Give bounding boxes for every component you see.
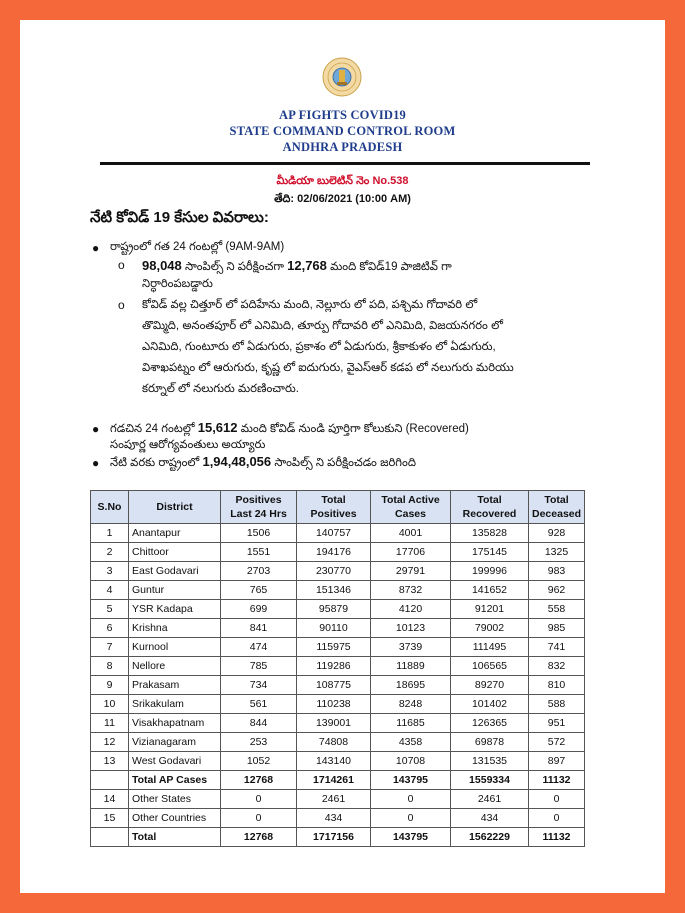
deaths-line-2: తొమ్మిది, అనంతపూర్ లో ఎనిమిది, తూర్పు గోదావరి లో ఎనిమిది, విజయనగరం లో: [142, 320, 503, 332]
cell-district: Vizianagaram: [129, 733, 221, 752]
cell-positives-24h: 844: [221, 714, 297, 733]
cell-sno: 12: [91, 733, 129, 752]
cell-total-positives: 151346: [297, 581, 371, 600]
cell-positives-24h: 0: [221, 809, 297, 828]
cell-deceased: 572: [529, 733, 585, 752]
cell-positives-24h: 785: [221, 657, 297, 676]
cell-total-positives: 119286: [297, 657, 371, 676]
recovered-count: 15,612: [197, 420, 238, 435]
sub-bullet-ring-icon: o: [118, 298, 125, 312]
cell-district: Krishna: [129, 619, 221, 638]
cell-recovered: 131535: [451, 752, 529, 771]
table-row: [91, 619, 585, 638]
cell-recovered: 106565: [451, 657, 529, 676]
cell-active-cases: 11685: [371, 714, 451, 733]
cell-deceased: 983: [529, 562, 585, 581]
cell-total-positives: 143140: [297, 752, 371, 771]
cell-positives-24h: 1551: [221, 543, 297, 562]
cell-district: Prakasam: [129, 676, 221, 695]
cell-sno: 14: [91, 790, 129, 809]
table-row: [91, 562, 585, 581]
cell-district: Chittoor: [129, 543, 221, 562]
cell-deceased: 985: [529, 619, 585, 638]
cell-total-positives: 434: [297, 809, 371, 828]
cell-recovered: 175145: [451, 543, 529, 562]
cell-total-positives: 108775: [297, 676, 371, 695]
cell-total-positives: 1717156: [297, 828, 371, 847]
recovered-text-start: గడచిన 24 గంటల్లో: [110, 423, 195, 435]
cell-recovered: 135828: [451, 524, 529, 543]
col-header-positives-24h: Positives Last 24 Hrs: [221, 491, 297, 524]
cell-district: Total AP Cases: [129, 771, 221, 790]
cell-active-cases: 10708: [371, 752, 451, 771]
cell-sno: 8: [91, 657, 129, 676]
cell-active-cases: 4120: [371, 600, 451, 619]
tested-text-start: నేటి వరకు రాష్ట్రంలో: [110, 457, 200, 469]
cell-deceased: 588: [529, 695, 585, 714]
cell-active-cases: 18695: [371, 676, 451, 695]
tested-text-end: సాంపిల్స్ ని పరీక్షించడం జరిగింది: [274, 457, 416, 469]
title-line-2: STATE COMMAND CONTROL ROOM: [229, 124, 456, 138]
cell-deceased: 11132: [529, 771, 585, 790]
cell-positives-24h: 12768: [221, 828, 297, 847]
table-row: [91, 733, 585, 752]
cell-active-cases: 10123: [371, 619, 451, 638]
cell-district: East Godavari: [129, 562, 221, 581]
table-row: [91, 771, 585, 790]
cell-recovered: 69878: [451, 733, 529, 752]
cell-sno: 4: [91, 581, 129, 600]
cell-active-cases: 17706: [371, 543, 451, 562]
cell-sno: 15: [91, 809, 129, 828]
cell-recovered: 1562229: [451, 828, 529, 847]
cell-positives-24h: 561: [221, 695, 297, 714]
cell-total-positives: 1714261: [297, 771, 371, 790]
cell-sno: 9: [91, 676, 129, 695]
cell-total-positives: 90110: [297, 619, 371, 638]
bulletin-number: మీడియా బులెటిన్ నెం No.538: [276, 175, 409, 187]
cell-district: Other States: [129, 790, 221, 809]
table-row: [91, 790, 585, 809]
table-row: [91, 581, 585, 600]
cell-deceased: 897: [529, 752, 585, 771]
samples-text: సాంపిల్స్ ని పరీక్షించగా: [184, 261, 284, 273]
cell-positives-24h: 1052: [221, 752, 297, 771]
sub-bullet-ring-icon: o: [118, 258, 125, 272]
bulletin-date: [20, 193, 665, 208]
cell-sno: 5: [91, 600, 129, 619]
cell-active-cases: 143795: [371, 771, 451, 790]
cell-recovered: 126365: [451, 714, 529, 733]
col-header-recovered: Total Recovered: [451, 491, 529, 524]
cell-district: Srikakulam: [129, 695, 221, 714]
col-header-sno: S.No: [91, 491, 129, 524]
deaths-line-4: విశాఖపట్నం లో ఆరుగురు, కృష్ణ లో ఐదుగురు, వైఎస్ఆర్ కడప లో నలుగురు మరియు: [142, 362, 514, 374]
tested-count: 1,94,48,056: [202, 454, 272, 469]
cell-recovered: 434: [451, 809, 529, 828]
cell-sno: 7: [91, 638, 129, 657]
cell-deceased: 0: [529, 809, 585, 828]
table-row: [91, 752, 585, 771]
table-row: [91, 695, 585, 714]
cell-sno: 10: [91, 695, 129, 714]
cell-positives-24h: 1506: [221, 524, 297, 543]
cell-active-cases: 0: [371, 790, 451, 809]
cell-active-cases: 3739: [371, 638, 451, 657]
section-heading: నేటి కోవిడ్ 19 కేసుల వివరాలు:: [90, 209, 269, 226]
header-divider: [100, 162, 590, 165]
table-row: [91, 676, 585, 695]
cell-total-positives: 139001: [297, 714, 371, 733]
positive-count: 12,768: [287, 258, 327, 273]
bulletin-page: [20, 20, 665, 893]
cell-positives-24h: 734: [221, 676, 297, 695]
cell-recovered: 141652: [451, 581, 529, 600]
cell-active-cases: 4358: [371, 733, 451, 752]
col-header-deceased: Total Deceased: [529, 491, 585, 524]
cell-total-positives: 74808: [297, 733, 371, 752]
cell-district: Other Countries: [129, 809, 221, 828]
samples-count: 98,048: [142, 258, 182, 273]
cell-sno: [91, 771, 129, 790]
tested-line: [110, 452, 416, 473]
cell-recovered: 1559334: [451, 771, 529, 790]
cell-sno: 2: [91, 543, 129, 562]
deaths-line-3: ఎనిమిది, గుంటూరు లో ఏడుగురు, ప్రకాశం లో ఏడుగురు, శ్రీకాకుళం లో ఏడుగురు,: [142, 341, 496, 353]
cell-district: Visakhapatnam: [129, 714, 221, 733]
table-row: [91, 809, 585, 828]
cell-recovered: 111495: [451, 638, 529, 657]
cell-deceased: 0: [529, 790, 585, 809]
cell-active-cases: 0: [371, 809, 451, 828]
bullet-1-title: రాష్ట్రంలో గత 24 గంటల్లో (9AM-9AM): [110, 241, 285, 253]
cell-deceased: 810: [529, 676, 585, 695]
positive-text: మంది కోవిడ్19 పాజిటివ్ గా: [330, 261, 452, 273]
cell-recovered: 91201: [451, 600, 529, 619]
cell-recovered: 89270: [451, 676, 529, 695]
cell-total-positives: 115975: [297, 638, 371, 657]
cell-positives-24h: 0: [221, 790, 297, 809]
cell-positives-24h: 474: [221, 638, 297, 657]
cell-positives-24h: 253: [221, 733, 297, 752]
cell-deceased: 962: [529, 581, 585, 600]
cell-district: Kurnool: [129, 638, 221, 657]
date-value: 02/06/2021 (10:00 AM): [297, 193, 411, 205]
table-row: [91, 714, 585, 733]
bullet-dot-icon: ●: [92, 456, 100, 470]
cell-recovered: 199996: [451, 562, 529, 581]
cell-positives-24h: 699: [221, 600, 297, 619]
table-header-row: [91, 491, 585, 524]
cell-recovered: 2461: [451, 790, 529, 809]
cell-active-cases: 29791: [371, 562, 451, 581]
cell-deceased: 558: [529, 600, 585, 619]
cell-sno: 13: [91, 752, 129, 771]
table-row: [91, 657, 585, 676]
table-row: [91, 543, 585, 562]
cell-total-positives: 95879: [297, 600, 371, 619]
cell-total-positives: 230770: [297, 562, 371, 581]
cell-deceased: 11132: [529, 828, 585, 847]
cell-district: Anantapur: [129, 524, 221, 543]
title-line-1: AP FIGHTS COVID19: [278, 108, 407, 122]
table-row: [91, 638, 585, 657]
cell-active-cases: 11889: [371, 657, 451, 676]
cell-active-cases: 4001: [371, 524, 451, 543]
col-header-active-cases: Total Active Cases: [371, 491, 451, 524]
cell-deceased: 741: [529, 638, 585, 657]
cell-total-positives: 110238: [297, 695, 371, 714]
ap-emblem-icon: [322, 57, 362, 97]
recovered-line-2: సంపూర్ణ ఆరోగ్యవంతులు అయ్యారు: [110, 439, 266, 451]
cell-total-positives: 140757: [297, 524, 371, 543]
cell-deceased: 832: [529, 657, 585, 676]
title-line-3: ANDHRA PRADESH: [282, 140, 403, 154]
cell-district: Total: [129, 828, 221, 847]
cell-positives-24h: 765: [221, 581, 297, 600]
cell-deceased: 951: [529, 714, 585, 733]
cell-deceased: 928: [529, 524, 585, 543]
cell-total-positives: 194176: [297, 543, 371, 562]
table-row: [91, 828, 585, 847]
col-header-district: District: [129, 491, 221, 524]
cell-district: West Godavari: [129, 752, 221, 771]
sub-bullet-1-line-2: నిర్ధారింపబడ్డారు: [142, 278, 213, 290]
table-row: [91, 600, 585, 619]
cell-sno: 11: [91, 714, 129, 733]
table-row: [91, 524, 585, 543]
deaths-line-5: కర్నూల్ లో నలుగురు మరణించారు.: [142, 383, 299, 395]
cell-active-cases: 8248: [371, 695, 451, 714]
bullet-dot-icon: ●: [92, 422, 100, 436]
cell-total-positives: 2461: [297, 790, 371, 809]
cell-positives-24h: 2703: [221, 562, 297, 581]
cell-positives-24h: 12768: [221, 771, 297, 790]
bullet-dot-icon: ●: [92, 241, 100, 255]
cell-sno: 3: [91, 562, 129, 581]
cell-active-cases: 8732: [371, 581, 451, 600]
date-label: తేది:: [274, 193, 295, 205]
recovered-text-end: మంది కోవిడ్ నుండి పూర్తిగా కోలుకుని (Recovered): [240, 423, 469, 435]
cell-positives-24h: 841: [221, 619, 297, 638]
col-header-total-positives: Total Positives: [297, 491, 371, 524]
cell-district: Guntur: [129, 581, 221, 600]
district-cases-table: [90, 490, 585, 847]
cell-district: Nellore: [129, 657, 221, 676]
cell-sno: [91, 828, 129, 847]
cell-recovered: 79002: [451, 619, 529, 638]
cell-sno: 1: [91, 524, 129, 543]
cell-active-cases: 143795: [371, 828, 451, 847]
cell-district: YSR Kadapa: [129, 600, 221, 619]
deaths-line-1: కోవిడ్ వల్ల చిత్తూర్ లో పదిహేను మంది, నెల్లూరు లో పది, పశ్చిమ గోదావరి లో: [142, 299, 478, 311]
cell-recovered: 101402: [451, 695, 529, 714]
cell-deceased: 1325: [529, 543, 585, 562]
cell-sno: 6: [91, 619, 129, 638]
